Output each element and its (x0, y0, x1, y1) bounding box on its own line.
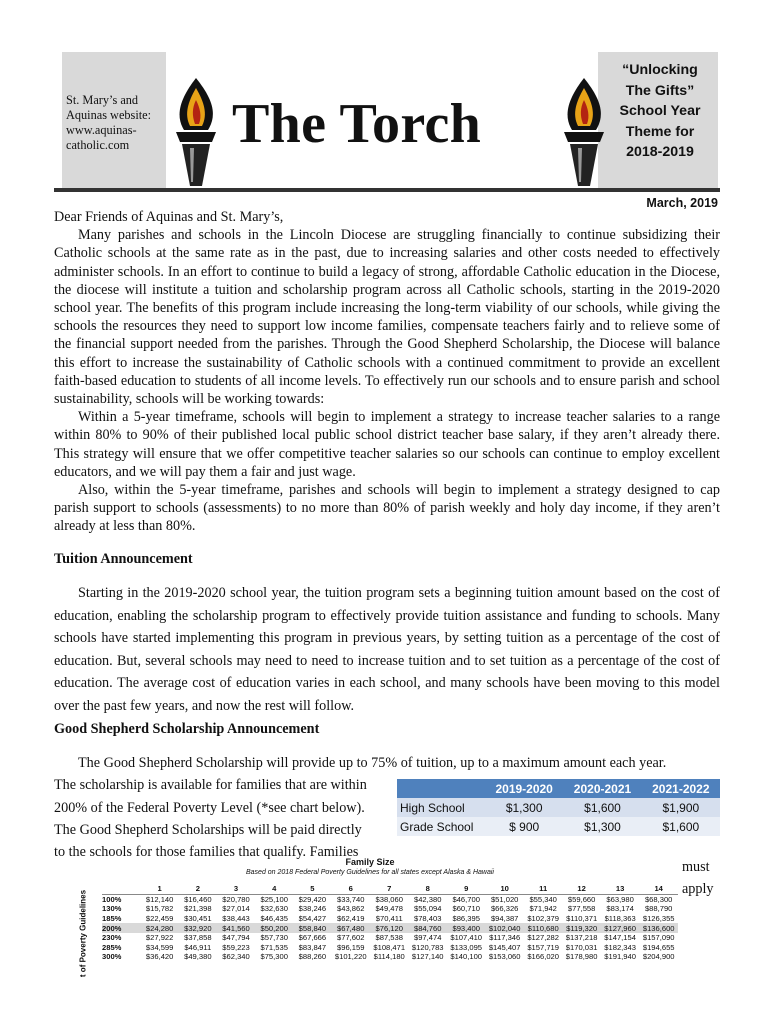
percent-label: 130% (102, 904, 122, 914)
table-cell: $108,471 (373, 942, 406, 952)
table-cell: $88,790 (644, 904, 673, 914)
family-size-header: 5 (293, 884, 331, 894)
family-size-header: 3 (217, 884, 255, 894)
table-cell: $157,090 (642, 933, 675, 943)
table-cell: $110,371 (566, 914, 598, 924)
family-size-header: 6 (332, 884, 370, 894)
corner-cell (102, 884, 141, 894)
column-header (397, 779, 485, 798)
scholarship-line: to the schools for those families that qualify. Families (54, 844, 359, 861)
column-header: 2020-2021 (563, 779, 641, 798)
table-cell: $63,980 (606, 894, 634, 904)
table-cell: $41,560 (217, 923, 255, 933)
table-cell: $110,680 (524, 923, 562, 933)
table-cell: $170,031 (565, 942, 598, 952)
poverty-guidelines-table (62, 857, 678, 1007)
table-cell: $54,427 (298, 914, 327, 924)
table-cell: $204,900 (642, 952, 675, 962)
table-cell: $166,020 (527, 952, 559, 962)
table-cell: $157,719 (527, 942, 559, 952)
table-row (102, 933, 678, 943)
table-cell: $102,379 (527, 914, 559, 924)
table-cell: $1,600 (563, 798, 641, 817)
table-cell: $153,060 (488, 952, 521, 962)
scholarship-line: The scholarship is available for families that are within (54, 777, 367, 794)
table-cell: $43,862 (337, 904, 365, 914)
table-cell: $16,460 (184, 894, 212, 904)
table-cell: $15,782 (145, 904, 174, 914)
table-cell: $120,783 (411, 942, 444, 952)
theme-line: 2018-2019 (626, 144, 694, 160)
column-header: 2019-2020 (485, 779, 563, 798)
table-cell: $66,326 (490, 904, 519, 914)
table-row (102, 914, 678, 924)
table-cell: $70,411 (375, 914, 403, 924)
table-cell: $62,340 (222, 952, 250, 962)
theme-line: The Gifts” (625, 82, 695, 99)
table-cell: $84,760 (408, 923, 446, 933)
paragraph: Also, within the 5-year timeframe, parishes and schools will begin to implement a strategy designed to cap parish support to schools (assessments) to no more than 80% of parish weekly and holy day income, if they aren’t already at less than 80%. (54, 482, 720, 535)
website-note (66, 93, 166, 153)
website-line: www.aquinas- (66, 123, 137, 137)
table-cell: $46,911 (184, 942, 212, 952)
table-cell: $49,478 (375, 904, 403, 914)
table-cell: $68,300 (644, 894, 673, 904)
table-cell: $49,380 (184, 952, 212, 962)
table-cell: $83,847 (298, 942, 327, 952)
poverty-table-subtitle: Based on 2018 Federal Poverty Guidelines for all states except Alaska & Hawaii (246, 869, 494, 876)
poverty-axis-label: t of Poverty Guidelines (78, 889, 88, 978)
table-cell: $21,398 (184, 904, 212, 914)
scholarship-line: 200% of the Federal Poverty Level (*see chart below). (54, 799, 365, 816)
table-cell: $137,218 (565, 933, 598, 943)
tuition-heading: Tuition Announcement (54, 551, 193, 567)
percent-label: 230% (102, 933, 122, 943)
table-cell: $46,700 (452, 894, 480, 904)
family-size-header: 9 (447, 884, 485, 894)
paragraph: Many parishes and schools in the Lincoln Diocese are struggling financially to continue subsidizing their Catholic schools at the same rate as in the past, due to increasing salaries and other costs needed to effectively administer schools. In an effort to continue to build a legacy of strong, affordable Catholic education in the Diocese, the diocese will institute a tuition and scholarship program across all Catholic schools, starting in the 2019-2020 school year. The benefits of this program include increasing the long-term viability of our schools, while giving the schools the resources they need to support low income families, compensate teachers fairly and to relieve some of the financial support needed from the parishes. Through the Good Shepherd Scholarship, the Diocese will balance this effort to increase the sustainability of Catholic schools with a continued commitment to provide an excellent faith-based education to students of all income levels. To effectively run our schools and to ensure parish and school sustainability, schools will be working towards: (54, 227, 720, 408)
table-cell: $51,020 (490, 894, 519, 904)
paragraph: Within a 5-year timeframe, schools will begin to implement a strategy to increase teacher salaries to a range within 80% to 90% of their published local public school district teacher base salary, if they aren’t already there. This strategy will ensure that we offer competitive teacher salaries so our schools can continue to employ excellent educators, and we will pay them a fair and just wage. (54, 409, 720, 480)
table-cell: $38,060 (375, 894, 403, 904)
table-cell: $77,558 (567, 904, 596, 914)
table-cell: $147,154 (604, 933, 636, 943)
table-cell: $1,300 (485, 798, 563, 817)
table-cell: $46,435 (260, 914, 288, 924)
row-label: Grade School (397, 817, 485, 836)
table-cell: $34,599 (145, 942, 174, 952)
theme-note (600, 60, 720, 163)
table-cell: $87,538 (375, 933, 403, 943)
table-cell: $140,100 (450, 952, 483, 962)
scholarship-heading: Good Shepherd Scholarship Announcement (54, 721, 320, 737)
table-cell: $1,300 (563, 817, 641, 836)
newsletter-title: The Torch (232, 93, 482, 155)
percent-label: 200% (102, 923, 141, 933)
table-cell: $36,420 (145, 952, 174, 962)
table-cell: $29,420 (298, 894, 327, 904)
website-line: Aquinas website: (66, 108, 152, 122)
table-cell: $1,600 (642, 817, 720, 836)
table-cell: $67,480 (332, 923, 370, 933)
table-cell: $127,960 (601, 923, 639, 933)
table-cell: $97,474 (413, 933, 442, 943)
issue-date: March, 2019 (646, 196, 718, 210)
table-cell: $38,443 (222, 914, 250, 924)
table-cell: $136,600 (639, 923, 678, 933)
table-cell: $50,200 (255, 923, 293, 933)
continued-text (682, 856, 714, 901)
table-cell: $32,630 (260, 904, 288, 914)
table-cell: $93,400 (447, 923, 485, 933)
paragraph: Starting in the 2019-2020 school year, the tuition program sets a beginning tuition amount based on the cost of education, enabling the scholarship program to effectively provide tuition assistance and funding to schools. Many schools have started implementing this program in previous years, by setting tuition as a percentage of the cost of education. But, several schools may need to need to increase tuition and to set tuition as a percentage of the cost of education. The average cost of education varies in each school, and many schools have been moving to this model over the past few years, and now the rest will follow. (54, 585, 720, 714)
table-row (102, 943, 678, 953)
table-row (102, 894, 678, 904)
tuition-body (54, 582, 720, 717)
table-cell: $60,710 (452, 904, 480, 914)
table-cell: $24,280 (141, 923, 179, 933)
table-cell: $ 900 (485, 817, 563, 836)
percent-label: 100% (102, 894, 122, 904)
theme-line: School Year (619, 103, 701, 119)
table-cell: $114,180 (373, 952, 405, 962)
table-cell: $42,380 (413, 894, 442, 904)
poverty-table-title: Family Size (345, 857, 395, 867)
percent-label: 300% (102, 952, 122, 962)
poverty-header-row (102, 884, 678, 894)
family-size-header: 7 (370, 884, 408, 894)
table-cell: $27,922 (145, 933, 174, 943)
table-cell: $76,120 (370, 923, 408, 933)
poverty-grid (102, 884, 678, 962)
table-cell: $75,300 (260, 952, 288, 962)
scholarship-line: The Good Shepherd Scholarships will be paid directly (54, 821, 362, 838)
table-cell: $62,419 (337, 914, 365, 924)
family-size-header: 4 (255, 884, 293, 894)
table-cell: $33,740 (337, 894, 365, 904)
table-cell: $22,459 (145, 914, 174, 924)
torch-icon (168, 74, 224, 192)
table-cell: $38,246 (298, 904, 327, 914)
letter-body (54, 208, 720, 536)
table-cell: $145,407 (488, 942, 521, 952)
table-row (102, 952, 678, 962)
table-cell: $71,942 (529, 904, 557, 914)
table-cell: $118,363 (604, 914, 636, 924)
table-cell: $25,100 (260, 894, 288, 904)
family-size-header: 8 (408, 884, 446, 894)
row-label: High School (397, 798, 485, 817)
theme-line: Theme for (625, 123, 695, 140)
table-row (397, 817, 720, 836)
table-cell: $88,260 (298, 952, 327, 962)
greeting: Dear Friends of Aquinas and St. Mary’s, (54, 209, 284, 225)
family-size-header: 11 (524, 884, 562, 894)
website-line: catholic.com (66, 138, 130, 152)
scholarship-line: apply (682, 881, 714, 898)
table-cell: $27,014 (222, 904, 250, 914)
table-cell: $94,387 (490, 914, 519, 924)
family-size-header: 13 (601, 884, 639, 894)
table-cell: $127,282 (527, 933, 559, 943)
theme-line: “Unlocking (622, 62, 698, 78)
table-cell: $96,159 (337, 942, 365, 952)
table-cell: $182,343 (604, 942, 636, 952)
table-row (102, 904, 678, 914)
percent-label: 285% (102, 942, 122, 952)
percent-label: 185% (102, 914, 122, 924)
table-cell: $127,140 (411, 952, 444, 962)
table-cell: $101,220 (334, 952, 367, 962)
website-line: St. Mary’s and (66, 93, 139, 107)
table-cell: $1,900 (642, 798, 720, 817)
table-cell: $83,174 (606, 904, 634, 914)
table-cell: $191,940 (604, 952, 636, 962)
table-row (397, 798, 720, 817)
table-cell: $133,095 (450, 942, 483, 952)
tuition-table-header (397, 779, 720, 798)
table-cell: $71,535 (260, 942, 288, 952)
table-cell: $119,320 (562, 923, 600, 933)
table-cell: $37,858 (184, 933, 212, 943)
table-cell: $47,794 (222, 933, 250, 943)
table-cell: $102,040 (485, 923, 523, 933)
table-cell: $55,094 (413, 904, 442, 914)
table-cell: $86,395 (452, 914, 480, 924)
header-divider (54, 188, 720, 192)
table-cell: $32,920 (179, 923, 217, 933)
scholarship-line: must (682, 859, 710, 875)
family-size-header: 12 (562, 884, 600, 894)
table-cell: $67,666 (298, 933, 327, 943)
table-cell: $117,346 (489, 933, 521, 943)
column-header: 2021-2022 (642, 779, 720, 798)
table-cell: $55,340 (529, 894, 557, 904)
tuition-table (397, 779, 720, 836)
table-cell: $78,403 (413, 914, 442, 924)
table-cell: $20,780 (222, 894, 250, 904)
family-size-header: 2 (179, 884, 217, 894)
table-cell: $59,223 (222, 942, 250, 952)
family-size-header: 14 (639, 884, 678, 894)
table-row (102, 923, 678, 933)
family-size-header: 10 (485, 884, 523, 894)
table-cell: $59,660 (567, 894, 596, 904)
table-cell: $178,980 (565, 952, 598, 962)
table-cell: $58,840 (293, 923, 331, 933)
table-cell: $107,410 (450, 933, 483, 943)
scholarship-line: The Good Shepherd Scholarship will provide up to 75% of tuition, up to a maximum amount each year. (78, 755, 667, 771)
table-cell: $30,451 (184, 914, 212, 924)
family-size-header: 1 (141, 884, 179, 894)
table-cell: $77,602 (337, 933, 365, 943)
table-cell: $194,655 (642, 942, 675, 952)
table-cell: $57,730 (260, 933, 288, 943)
table-cell: $12,140 (145, 894, 174, 904)
table-cell: $126,355 (642, 914, 675, 924)
